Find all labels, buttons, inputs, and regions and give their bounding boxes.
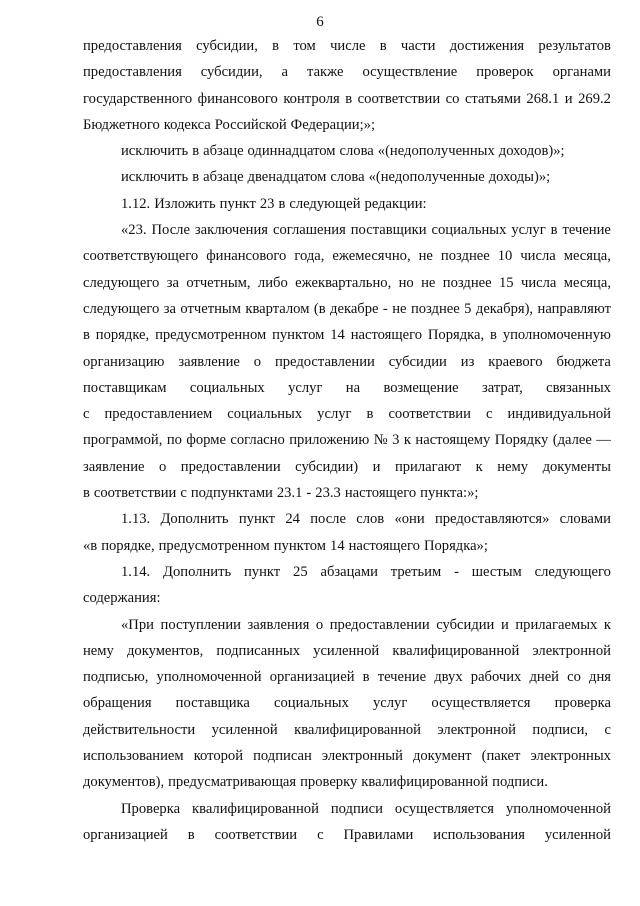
word: статьями (464, 90, 521, 107)
text-line (83, 585, 611, 611)
word: прилагают (394, 458, 462, 475)
word: отчетным (180, 300, 241, 317)
word: рабочих (470, 669, 522, 686)
word: 24 (285, 511, 300, 528)
word: организацией (269, 669, 355, 686)
word: субсидии, (200, 64, 263, 81)
word: и (500, 616, 509, 633)
word: предоставлением (104, 406, 213, 423)
word: электронный (321, 748, 403, 765)
word: дней (529, 669, 559, 686)
word: поставщика (175, 695, 250, 712)
word: кодекса (163, 116, 211, 133)
word: электронной (437, 721, 516, 738)
word: Изложить (154, 195, 216, 212)
word: уполномоченной (156, 669, 262, 686)
text-line (83, 401, 611, 427)
word: но (398, 274, 414, 291)
word: Порядка»; (423, 537, 488, 554)
word: третьим (390, 563, 442, 580)
word: заявление (83, 458, 145, 475)
word: субсидии) (295, 458, 359, 475)
word: ежеквартально, (295, 274, 392, 291)
word: - (382, 300, 388, 317)
word: уполномоченную (502, 327, 611, 344)
word: следующего (534, 563, 611, 580)
word: направляют (537, 300, 611, 317)
word: абзаце (203, 143, 244, 160)
word: к (603, 616, 611, 633)
word: за (163, 300, 176, 317)
word: — (596, 432, 611, 449)
word: пункт (219, 195, 256, 212)
word: нему (83, 642, 114, 659)
word: 3 (392, 432, 400, 449)
word: результатов (538, 38, 611, 54)
text-line (83, 454, 611, 480)
word: настоящего (350, 327, 423, 344)
text-line (83, 112, 611, 138)
word: порядке, (101, 537, 155, 554)
word: в (550, 222, 558, 239)
word: - (306, 485, 312, 502)
word: настоящего (344, 485, 417, 502)
word: квалифицированной (294, 721, 421, 738)
word: на (345, 379, 361, 396)
word: Федерации;»; (290, 116, 375, 133)
word: социальных (274, 695, 349, 712)
word: После (151, 222, 190, 239)
word: предусмотренном (155, 327, 267, 344)
text-line (83, 506, 611, 532)
word: после (310, 511, 346, 528)
word: - (454, 563, 459, 580)
word: 14 (330, 327, 345, 344)
word: обращения (83, 695, 152, 712)
word: организацию (83, 353, 165, 370)
word: № (373, 432, 388, 449)
word: использования (433, 826, 525, 843)
word: социальных (431, 222, 507, 239)
word: подписи. (492, 774, 548, 791)
word: подписи, (532, 721, 589, 738)
word: документ (412, 748, 472, 765)
word: возмещение (383, 379, 459, 396)
word: следующей (289, 195, 361, 212)
word: квалифицированной (192, 800, 319, 817)
word: 23.1 (276, 485, 303, 502)
word: 269.2 (578, 90, 611, 107)
word: поступлении (160, 616, 241, 633)
word: месяца, (563, 248, 611, 265)
word: соглашения (272, 222, 346, 239)
word: поставщики (350, 222, 427, 239)
word: поставщикам (83, 379, 167, 396)
word: кварталом (245, 300, 310, 317)
word: «23. (121, 222, 147, 239)
word: Проверка (121, 800, 181, 817)
word: предоставлении (180, 458, 281, 475)
word: не (418, 248, 433, 265)
word: прилагаемых (515, 616, 598, 633)
word: настоящего (348, 537, 420, 554)
word: документов, (126, 642, 204, 659)
word: двух (434, 669, 463, 686)
word: предоставления (83, 38, 182, 54)
word: дня (589, 669, 611, 686)
word: позднее (442, 274, 492, 291)
word: том (293, 38, 316, 54)
word: предусматривающая (168, 774, 297, 791)
word: ежемесячно, (332, 248, 411, 265)
word: с (180, 485, 187, 502)
word: осуществляется (394, 800, 494, 817)
text-line (83, 612, 611, 638)
word: со (567, 669, 581, 686)
word: Порядку (494, 432, 549, 449)
word: декабря), (475, 300, 534, 317)
word: финансового (197, 90, 278, 107)
page-number: 6 (316, 14, 324, 30)
word: 14 (330, 537, 345, 554)
word: слов (356, 511, 385, 528)
word: 23 (259, 195, 275, 212)
word: либо (257, 274, 288, 291)
word: 1.13. (121, 511, 151, 528)
text-line (83, 138, 611, 164)
word: в (192, 169, 200, 186)
word: органами (552, 64, 611, 81)
word: соответствии (388, 406, 471, 423)
word: из (460, 353, 475, 370)
word: в (187, 826, 195, 843)
word: одиннадцатом (247, 143, 336, 160)
word: финансового (206, 248, 287, 265)
word: соответствии (93, 485, 177, 502)
word: течение (562, 222, 611, 239)
word: (в (313, 300, 326, 317)
word: приложению (289, 432, 370, 449)
text-line (83, 243, 611, 269)
word: предусмотренном (158, 537, 270, 554)
word: следующего (83, 300, 160, 317)
document-body (83, 33, 611, 848)
text-line (83, 533, 611, 559)
word: нему (497, 458, 529, 475)
word: подпунктами (190, 485, 273, 502)
word: проверок (476, 64, 534, 81)
word: в (83, 327, 90, 344)
word: электронной (532, 642, 611, 659)
word: с (485, 406, 493, 423)
word: пункт (238, 511, 276, 528)
text-line (83, 217, 611, 243)
word: течение (377, 669, 427, 686)
word: «в (83, 537, 98, 554)
word: года, (294, 248, 325, 265)
word: о (159, 458, 167, 475)
word: государственного (83, 90, 193, 107)
word: Дополнить (160, 511, 229, 528)
word: электронных (530, 748, 611, 765)
word: усиленной (211, 721, 278, 738)
word: отчетным, (186, 274, 251, 291)
word: не (421, 274, 436, 291)
word: части (400, 38, 436, 54)
word: «(недополученные (368, 169, 485, 186)
word: использованием (83, 748, 184, 765)
text-line (83, 480, 611, 506)
word: в (83, 485, 90, 502)
word: по (166, 432, 182, 449)
word: заявление (178, 353, 240, 370)
word: абзацами (320, 563, 378, 580)
word: следующего (83, 274, 160, 291)
word: и (372, 458, 381, 475)
word: подписи (330, 800, 383, 817)
word: 23.3 (315, 485, 341, 502)
word: абзаце (203, 169, 244, 186)
word: «они (394, 511, 425, 528)
word: в (345, 90, 353, 107)
word: затрат, (481, 379, 523, 396)
word: Российской (214, 116, 287, 133)
text-line (83, 164, 611, 190)
word: услуг (511, 222, 546, 239)
word: Дополнить (163, 563, 232, 580)
text-line (83, 769, 611, 795)
word: усиленной (544, 826, 611, 843)
word: Правилами (343, 826, 414, 843)
word: социальных (189, 379, 265, 396)
word: организацией (83, 826, 168, 843)
word: соответствии (214, 826, 298, 843)
word: (далее (552, 432, 592, 449)
word: доходов)»; (498, 143, 565, 160)
word: усиленной (313, 642, 380, 659)
word: 268.1 (526, 90, 560, 107)
word: слова (339, 143, 374, 160)
word: доходы)»; (488, 169, 551, 186)
word: с (604, 721, 611, 738)
word: позднее (440, 248, 490, 265)
word: субсидии, (196, 38, 258, 54)
word: осуществляется (431, 695, 531, 712)
word: числе (330, 38, 366, 54)
text-line (83, 375, 611, 401)
word: числа (520, 248, 556, 265)
word: предоставления (83, 64, 182, 81)
word: а (281, 64, 289, 81)
word: социальных (227, 406, 303, 423)
word: и (564, 90, 573, 107)
word: услуг (317, 406, 352, 423)
word: словами (559, 511, 611, 528)
word: бюджета (556, 353, 611, 370)
word: 15 (499, 274, 514, 291)
word: также (307, 64, 344, 81)
word: пункта:»; (420, 485, 479, 502)
text-line (83, 33, 611, 59)
word: слова (330, 169, 365, 186)
word: 10 (497, 248, 513, 265)
word: 1.12. (121, 195, 151, 212)
word: не (392, 300, 407, 317)
text-line (83, 664, 611, 690)
word: о (315, 616, 324, 633)
word: к (475, 458, 483, 475)
word: которой (193, 748, 244, 765)
word: порядке, (95, 327, 150, 344)
word: в (379, 38, 387, 54)
word: уполномоченной (505, 800, 611, 817)
word: субсидии (388, 353, 447, 370)
word: Порядка, (427, 327, 485, 344)
text-line (83, 796, 611, 822)
word: месяца, (563, 274, 611, 291)
word: декабре (330, 300, 379, 317)
word: достижения (449, 38, 525, 54)
word: заявления (247, 616, 310, 633)
word: позднее (410, 300, 460, 317)
word: соответствующего (83, 248, 199, 265)
word: числа (520, 274, 557, 291)
word: 5 (464, 300, 472, 317)
word: «(недополученных (377, 143, 495, 160)
word: двенадцатом (247, 169, 327, 186)
word: документов), (83, 774, 165, 791)
text-line (83, 743, 611, 769)
word: связанных (546, 379, 611, 396)
text-line (83, 191, 611, 217)
text-line (83, 717, 611, 743)
word: квалифицированной (361, 774, 489, 791)
word: Бюджетного (83, 116, 160, 133)
word: краевого (488, 353, 543, 370)
word: подписью, (83, 669, 149, 686)
word: проверка (554, 695, 611, 712)
word: о (253, 353, 262, 370)
word: подписан (253, 748, 312, 765)
text-line (83, 690, 611, 716)
word: в (490, 327, 497, 344)
word: программой, (83, 432, 163, 449)
word: шестым (471, 563, 522, 580)
word: документы (542, 458, 611, 475)
word: услуг (288, 379, 323, 396)
text-line (83, 427, 611, 453)
word: соответствии (357, 90, 441, 107)
word: пунктом (272, 327, 325, 344)
text-line (83, 86, 611, 112)
word: 1.14. (121, 563, 151, 580)
word: со (445, 90, 460, 107)
word: в (272, 38, 280, 54)
word: в (192, 143, 200, 160)
word: субсидии (436, 616, 495, 633)
word: квалифицированной (392, 642, 520, 659)
text-line (83, 638, 611, 664)
word: настоящему (415, 432, 491, 449)
text-line (83, 822, 611, 848)
word: к (403, 432, 411, 449)
word: пункт (243, 563, 281, 580)
word: подписанных (216, 642, 300, 659)
word: форме (186, 432, 226, 449)
word: 25 (293, 563, 308, 580)
text-line (83, 559, 611, 585)
word: предоставлении (274, 353, 375, 370)
word: согласно (230, 432, 285, 449)
word: предоставлении (329, 616, 430, 633)
word: действительности (83, 721, 196, 738)
word: в (278, 195, 286, 212)
word: исключить (121, 169, 189, 186)
word: осуществление (362, 64, 458, 81)
word: пунктом (273, 537, 327, 554)
text-line (83, 296, 611, 322)
word: услуг (372, 695, 408, 712)
word: редакции: (364, 195, 427, 212)
word: проверку (300, 774, 358, 791)
word: в (366, 406, 374, 423)
word: предоставляются» (434, 511, 550, 528)
word: индивидуальной (507, 406, 611, 423)
word: с (317, 826, 324, 843)
word: содержания: (83, 590, 161, 607)
word: контроля (283, 90, 340, 107)
word: (пакет (481, 748, 521, 765)
word: исключить (121, 143, 189, 160)
word: «При (121, 616, 154, 633)
text-line (83, 322, 611, 348)
text-line (83, 349, 611, 375)
word: в (362, 669, 370, 686)
word: заключения (194, 222, 269, 239)
text-line (83, 59, 611, 85)
word: за (166, 274, 179, 291)
text-line (83, 270, 611, 296)
word: с (83, 406, 90, 423)
